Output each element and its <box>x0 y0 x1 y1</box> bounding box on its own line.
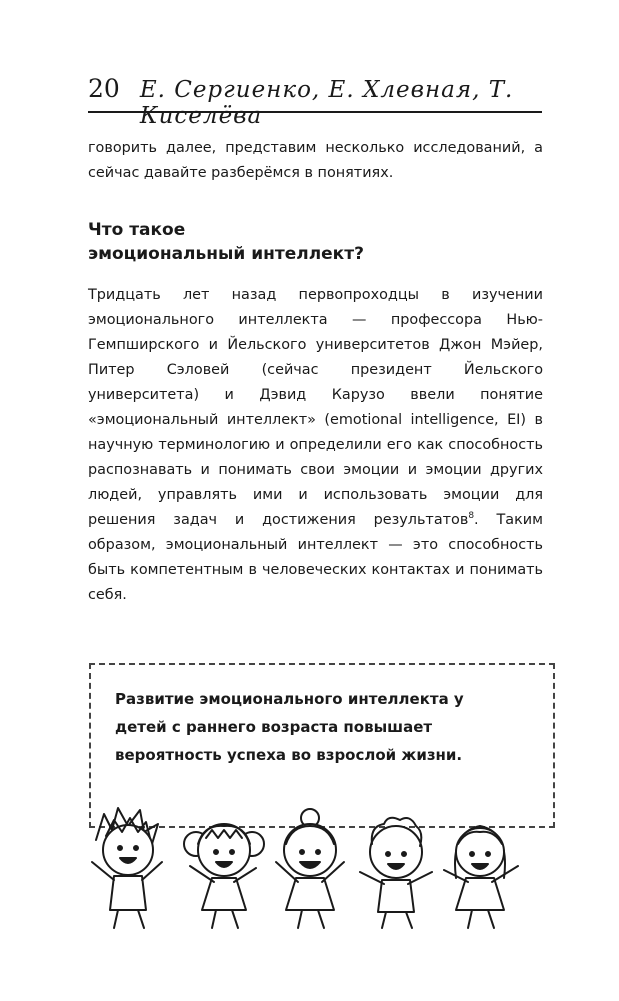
section-heading <box>88 218 543 266</box>
body-text-part-1: Тридцать лет назад первопроходцы в изучении эмоционального интеллекта — профессора Нью-Гемпширского и Йельского университетов Джон Мэйер, Питер Сэловей (сейчас президент Йельского университета) и Дэвид Карузо ввели понятие «эмоциональный интеллект» (emotional intelligence, EI) в научную терминологию и определили его как способность распознавать и понимать свои эмоции и эмоции других людей, управлять ими и использовать эмоции для решения задач и достижения результатов <box>88 287 543 528</box>
callout-text: Развитие эмоционального интеллекта у детей с раннего возраста повышает вероятность успеха во взрослой жизни. <box>115 690 464 764</box>
header-rule <box>88 111 542 113</box>
body-text-part-2: . Таким образом, эмоциональный интеллект — это способность быть компетентным в человеческих контактах и понимать себя. <box>88 512 543 603</box>
page-number: 20 <box>88 74 120 103</box>
heading-line-1: Что такое <box>88 220 186 240</box>
kid-illustration-1 <box>92 808 162 928</box>
authors-line: Е. Сергиенко, Е. Хлевная, Т. Киселёва <box>139 77 514 129</box>
kid-illustration-5 <box>444 826 518 928</box>
running-header <box>88 74 538 129</box>
children-illustration <box>88 792 528 932</box>
heading-line-2: эмоциональный интеллект? <box>88 244 364 264</box>
kid-illustration-4 <box>360 818 432 928</box>
body-paragraph <box>88 283 543 608</box>
kid-illustration-2 <box>184 824 264 928</box>
intro-paragraph: говорить далее, представим несколько исследований, а сейчас давайте разберёмся в понятиях. <box>88 140 543 181</box>
kid-illustration-3 <box>276 809 344 928</box>
footnote-ref: 8 <box>468 511 475 521</box>
